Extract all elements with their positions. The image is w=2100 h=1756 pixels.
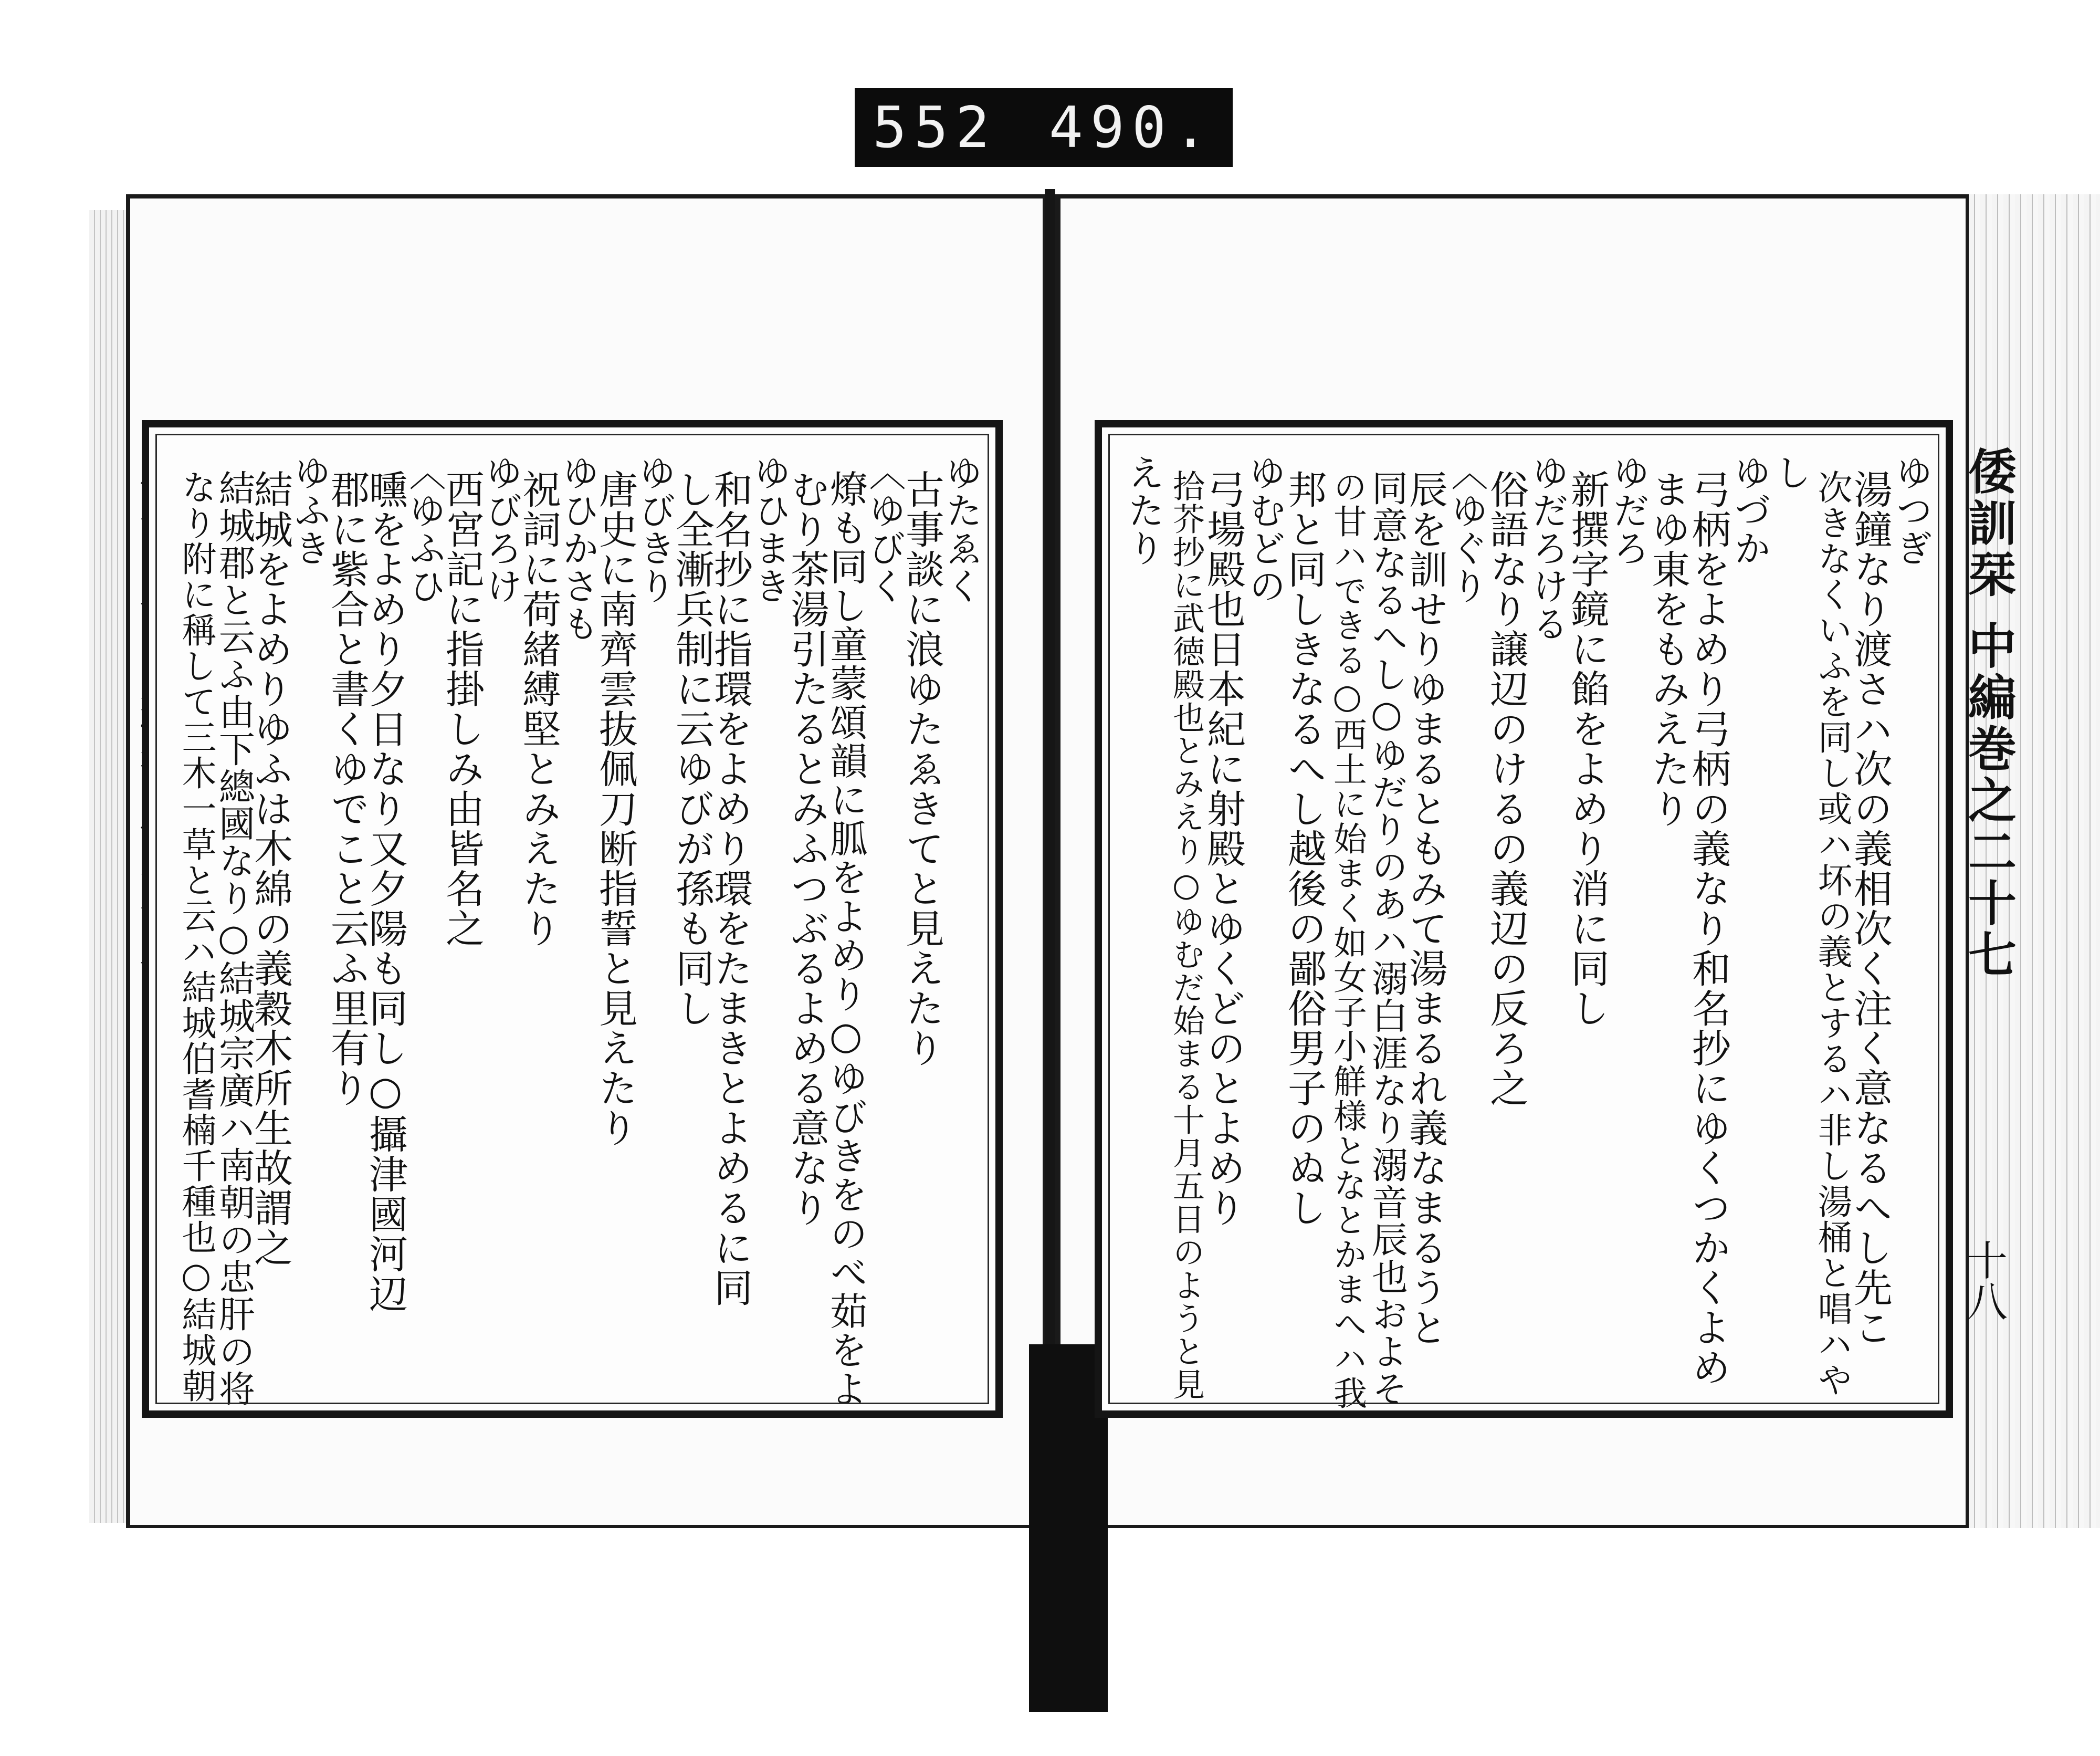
left-page-text-line: 和名抄に指環をよめり環をたまきとよめるに同 [708, 469, 753, 1308]
catalog-label [855, 88, 1233, 167]
right-page-text-line: ゆだろ [1607, 454, 1650, 567]
right-page-text-line: 新撰字鏡に餡をよめり消に同し [1564, 469, 1610, 1028]
left-text-frame [142, 420, 1003, 1418]
left-page-text-line: し全漸兵制に云ゆびが孫も同し [669, 469, 715, 1028]
left-page-text-line: 西宮記に指掛しみ由皆名之 [439, 469, 485, 948]
right-page-text-line: 湯鐘なり渡さハ次の義相次く注く意なるへし先こ [1847, 469, 1893, 1347]
right-page-text-line: 辰を訓せりゆまるともみて湯まるれ義なまるうと [1403, 469, 1448, 1347]
right-page-text-line: ゆむどの [1243, 454, 1286, 605]
right-page-text-line: 〈ゆぐり [1445, 454, 1488, 605]
left-page-text-line: ゆひまき [748, 454, 791, 605]
right-page-text-line: 弓柄をよめり弓柄の義なり和名抄にゆくつかくよめ [1686, 469, 1731, 1387]
right-page-text-line: ゆづか [1728, 454, 1771, 567]
left-page-text-line: 結城をよめりゆふは木綿の義穀木所生故謂之 [248, 469, 293, 1268]
left-page-text-line: 燎も同し童蒙頌韻に胍をよめり○ゆびきをのべ茹をよ [824, 469, 868, 1408]
catalog-number-right: 490. [1048, 95, 1215, 161]
left-page-text-line: ゆびきり [633, 454, 676, 605]
left-page-text-line: 祝詞に荷緒縛堅とみえたり [516, 469, 561, 948]
catalog-number-left: 552 [873, 95, 998, 161]
right-page-text-line: 拾芥抄に武徳殿也とみえり○ゆむだ始まる十月五日のようと見 [1168, 469, 1205, 1401]
right-running-head: 倭訓栞 中編巻之二十七 [1960, 446, 2017, 981]
right-page-text-line: えたり [1122, 454, 1165, 567]
right-page-text-line: ゆだろける [1526, 454, 1569, 643]
right-page-number: 十八 [1960, 1239, 2007, 1321]
left-page-text-line: 結城郡と云ふ由下總國なり○結城宗廣ハ南朝の忠肝の将 [213, 469, 255, 1407]
left-page-text-line: むり茶湯引たるとみふつぶるよめる意なり [784, 469, 830, 1228]
left-page-text-line: ゆひかさも [556, 454, 600, 643]
right-page-text-line: 弓場殿也日本紀に射殿とゆくどのとよめり [1201, 469, 1246, 1228]
left-page-text-line: 唐史に南齊雲抜佩刀断指誓と見えたり [593, 469, 638, 1148]
left-page-text-line: 古事談に浪ゆたゑきてと見えたり [899, 469, 944, 1068]
left-page-text-line: ゆびろけ [480, 454, 523, 605]
right-page-text-line: ゆつぎ [1890, 454, 1933, 567]
right-text-frame [1095, 420, 1953, 1418]
right-page-text-line: 同意なるへし○ゆだりのあハ溺白涯なり溺音辰也およそ [1366, 469, 1408, 1407]
right-page-text-line: 次きなくいふを同し或ハ坏の義とするハ非し湯桶と唱ハや [1812, 469, 1852, 1398]
left-page-text-line: ゆたゑく [940, 454, 983, 605]
right-page-text-line: 邦と同しきなるへし越後の鄙俗男子のぬし [1282, 469, 1327, 1228]
left-page-text-line: 〈ゆふひ [403, 454, 446, 605]
right-page-text-line: の甘ハできる○西土に始まく如女子小觧様となとかまへハ我 [1328, 469, 1367, 1410]
right-page-text-line: まゆ東をもみえたり [1645, 469, 1690, 829]
left-page-text-line: 〈ゆびく [863, 454, 906, 605]
left-page-text-line: ゆふき [288, 454, 331, 567]
left-page-text-line: なり附に稱して三木一草と云ハ結城伯耆楠千種也○結城朝 [176, 469, 216, 1404]
left-page-text-line: 郡に紫合と書くゆでこと云ふ里有り [324, 469, 370, 1108]
right-page-text-line: 俗語なり譲辺のけるの義辺の反ろ之 [1484, 469, 1529, 1108]
right-page-text-line: し [1769, 454, 1812, 492]
page-edges-left [89, 210, 126, 1523]
left-page-text-line: 曛をよめり夕日なり又夕陽も同し○攝津國河辺 [363, 469, 408, 1314]
